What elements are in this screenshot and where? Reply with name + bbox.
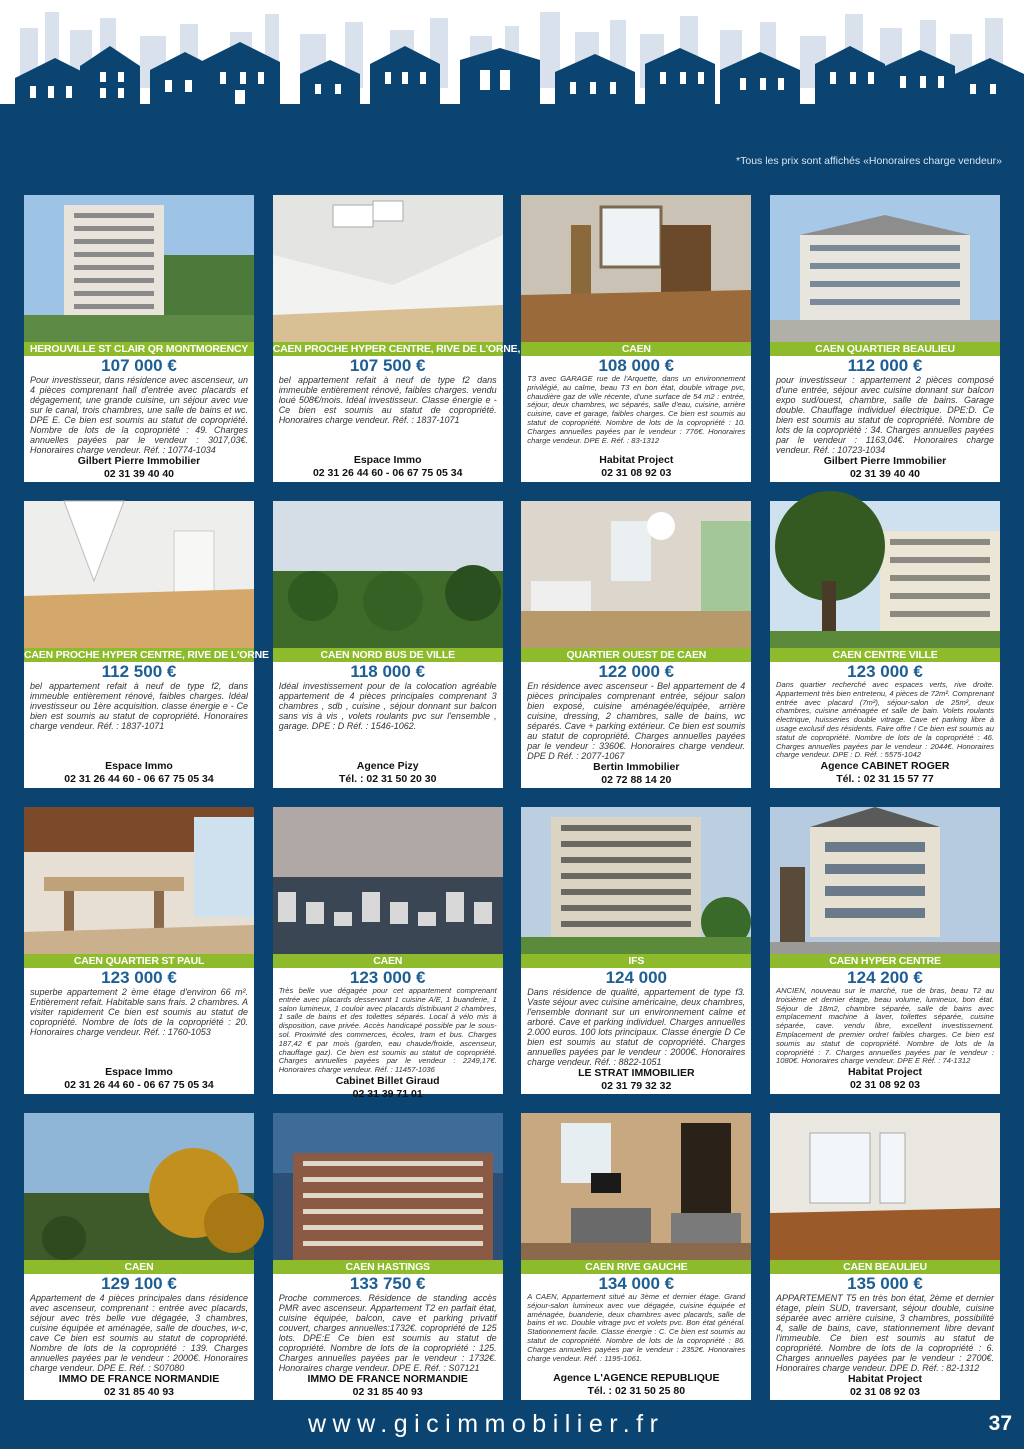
listing-location: HEROUVILLE ST CLAIR QR MONTMORENCY [24, 342, 254, 356]
tree-building-photo[interactable] [770, 501, 1000, 648]
listing-location: CAEN NORD BUS DE VILLE [273, 648, 503, 662]
agency-name: Espace Immo [353, 454, 422, 466]
listing-location: CAEN BEAULIEU [770, 1260, 1000, 1274]
agency-name: Gilbert Pierre Immobilier [823, 455, 947, 467]
listing-card[interactable] [273, 807, 503, 1100]
agency-name: Espace Immo [105, 760, 173, 772]
price-disclaimer: *Tous les prix sont affichés «Honoraires charge vendeur» [736, 155, 1002, 167]
listing-description: bel appartement refait à neuf de type f2 dans immeuble entièrement rénové, faibles charges. vendu loué 508€/mois. Idéal investisseur. Classe énergie e - Ce bien est soumis au statut de copropriété. Honoraires charge vendeur. Réf. : 1837-1071 [278, 375, 497, 425]
listing-price: 124 200 € [847, 968, 923, 987]
agency-phone[interactable]: 02 31 26 44 60 - 06 67 75 05 34 [312, 467, 463, 479]
agency-phone[interactable]: 02 31 08 92 03 [601, 467, 672, 479]
agency-phone[interactable]: Tél. : 02 31 15 57 77 [836, 773, 934, 786]
city-dusk-photo[interactable] [273, 807, 503, 954]
listing-card[interactable] [521, 807, 751, 1094]
listing-description: Dans résidence de qualité, appartement de type f3. Vaste séjour avec cuisine américaine, deux chambres, l'ensemble donnant sur un environnement calme et arboré. Cave et parking individuel. Charges annuelles 2.000 euros. 100 lots principaux. Classe énergie D Ce bien est soumis au statut de copropriété. Charges annuelles payées par le vendeur : 2000€. Honoraires charge vendeur. Réf. : 8822-1051 [527, 987, 746, 1067]
listing-description: Pour investisseur, dans résidence avec ascenseur, un 4 pièces comprenant hall d'entrée avec placards et dégagement, une grande cuisine, un séjour avec vue sur le canal, trois chambres, une salle de bains et wc. DPE E. Ce bien est soumis au statut de copropriété. Nombre de lots de la copropriété : 49. Charges annuelles payées par le vendeur : 3017,03€. Honoraires charge vendeur. Réf. : 10774-1034 [30, 375, 248, 455]
agency-phone[interactable]: 02 31 79 32 32 [601, 1080, 672, 1092]
agency-phone[interactable]: 02 31 08 92 03 [849, 1386, 921, 1398]
listing-card[interactable] [273, 501, 503, 788]
listing-description: APPARTEMENT T5 en très bon état, 2ème et dernier étage, plein SUD, traversant, séjour double, cuisine séparée avec arrière cuisine, 3 chambres, possibilité 4, salle de bains, cave, stationnement libre devant l'immeuble. Ce bien est soumis au statut de copropriété. Nombre de lots de la copropriété : 6. Charges annuelles payées par le vendeur : 2700€. Honoraires charge vendeur. DPE D. Réf. : 82-1312 [776, 1293, 994, 1373]
living-room-photo[interactable] [521, 195, 751, 342]
agency-name: Gilbert Pierre Immobilier [77, 455, 201, 467]
agency-phone[interactable]: 02 31 26 44 60 - 06 67 75 05 34 [64, 773, 214, 785]
agency-phone[interactable]: 02 31 26 44 60 - 06 67 75 05 34 [64, 1079, 214, 1091]
listing-card[interactable] [24, 501, 269, 788]
listing-location: CAEN HYPER CENTRE [770, 954, 1000, 968]
tower-block-photo[interactable] [521, 807, 751, 954]
listing-price: 123 000 € [847, 662, 923, 681]
listing-price: 134 000 € [598, 1274, 675, 1293]
listing-price: 123 000 € [349, 968, 426, 987]
residence-photo[interactable] [770, 195, 1000, 342]
parquet-room-photo[interactable] [770, 1113, 1000, 1260]
listing-price: 118 000 € [350, 662, 426, 681]
agency-name: Agence L'AGENCE REPUBLIQUE [553, 1372, 720, 1384]
listing-card[interactable] [770, 1113, 1000, 1400]
agency-name: Agence CABINET ROGER [820, 760, 950, 773]
website-url[interactable]: www.gicimmobilier.fr [308, 1410, 665, 1438]
listing-location: CAEN QUARTIER BEAULIEU [770, 342, 1000, 356]
listing-card[interactable] [24, 807, 254, 1094]
listing-location: CAEN [273, 954, 503, 968]
listing-card[interactable] [521, 501, 751, 788]
listing-card[interactable] [272, 195, 521, 482]
listing-card[interactable] [24, 195, 254, 482]
listing-card[interactable] [770, 501, 1000, 788]
listing-price: 107 500 € [349, 356, 426, 375]
listing-price: 124 000 [605, 968, 668, 987]
listing-card[interactable] [770, 807, 1000, 1094]
brick-building-photo[interactable] [273, 1113, 503, 1260]
listing-price: 133 750 € [349, 1274, 426, 1293]
listing-location: CAEN [24, 1260, 254, 1274]
park-view-photo[interactable] [273, 501, 503, 648]
agency-phone[interactable]: 02 31 85 40 93 [103, 1386, 175, 1398]
agency-name: LE STRAT IMMOBILIER [578, 1067, 695, 1079]
empty-room-photo[interactable] [24, 501, 254, 648]
agency-name: Bertin Immobilier [593, 761, 680, 773]
listing-description: bel appartement refait à neuf de type f2, dans immeuble entièrement rénové, faibles charges. Idéal investisseur ou 1ère acquisition. classe énergie e - Ce bien est soumis au statut de copropriété. Honoraires charge vendeur. Réf. : 1837-1071 [30, 681, 248, 731]
listing-description: superbe appartement 2 ème étage d'environ 66 m². Entièrement refait. Habitable sans frais. 2 chambres. A visiter rapidement Ce bien est soumis au statut de copropriété. Nombre de lots de la copropriété : 20. Honoraires charge vendeur. Réf. : 1760-1053 [30, 987, 248, 1037]
listing-card[interactable] [521, 1113, 751, 1400]
agency-phone[interactable]: 02 31 39 40 40 [103, 468, 175, 480]
listing-description: Proche commerces. Résidence de standing accès PMR avec ascenseur. Appartement T2 en parfait état, cuisine équipée, balcon, cave et parking privatif couvert, charges annuelles:1732€. copropriété de 125 lots. DPE:E Ce bien est soumis au statut de copropriété. Nombre de lots de la copropriété : 125. Charges annuelles payées par le vendeur : 1732€. Honoraires charge vendeur. DPE E. Réf. : S07121 [278, 1293, 497, 1373]
listing-location: IFS [521, 954, 751, 968]
listing-description: Idéal investissement pour de la colocation agréable appartement de 4 pièces principales comprenant 3 chambres , sdb , cuisine , séjour donnant sur balcon sans vis à vis , volets roulants pvc sur l'ensemble , garage. DPE : D Réf. : 1546-1062. [278, 681, 497, 731]
street-photo[interactable] [770, 807, 1000, 954]
agency-phone[interactable]: 02 31 39 40 40 [849, 468, 921, 480]
bright-living-photo[interactable] [521, 501, 751, 648]
skyline-banner [0, 0, 1024, 150]
sofa-room-photo[interactable] [521, 1113, 751, 1260]
listing-description: A CAEN, Appartement situé au 3ème et dernier étage. Grand séjour-salon lumineux avec vue dégagée, cuisine équipée et aménagée, buanderie, deux chambres avec placards, salle de bains et wc. Double vitrage pvc et volets pvc. Bon état général. Stationnement facile. Classe énergie : C. Ce bien est soumis au statut de copropriété. Nombre de lots de la copropriété : 86. Charges annuelles payées par le vendeur : 2352€. Honoraires charge vendeur. Réf. : 1195-1061. [527, 1292, 746, 1363]
building-photo[interactable] [24, 195, 254, 342]
listing-location: CAEN RIVE GAUCHE [521, 1260, 751, 1274]
listing-description: Appartement de 4 pièces principales dans résidence avec ascenseur, comprenant : entrée avec placards, séjour avec très belle vue dégagée, 3 chambres, cuisine équipée et aménagée, salle de douches, w-c, cave Ce bien est soumis au statut de copropriété. Nombre de lots de la copropriété : 139. Charges annuelles payées par le vendeur : 2000€. Honoraires charge vendeur. DPE E. Réf. : S07080 [30, 1293, 248, 1373]
listings-grid [24, 195, 1000, 1400]
agency-name: IMMO DE FRANCE NORMANDIE [58, 1373, 220, 1385]
listing-location: CAEN PROCHE HYPER CENTRE, RIVE DE L'ORNE, [272, 343, 521, 355]
listing-description: Très belle vue dégagée pour cet appartement comprenant entrée avec placards desservant 1 cuisine A/E, 1 buanderie, 1 salon lumineux, 1 couloir avec placards distribuant 2 chambres, 1 salle de bains et des toilettes séparés. Local à vélo mis à disposition, cave privée. Accès handicapé possible par le sous-sol. Proximité des commerces, écoles, tram et bus. Charges 187,42 € par mois (garden, eau chaude/froide, ascenseur, chauffage gaz). Ce bien est soumis au statut de copropriété. Charges annuelles payées par le vendeur : 2249,17€. Honoraires charge vendeur. Réf. : 11457-1036 [278, 986, 497, 1075]
agency-name: Cabinet Billet Giraud [335, 1074, 440, 1087]
agency-name: Agence Pizy [356, 760, 419, 772]
listing-description: pour investisseur : appartement 2 pièces composé d'une entrée, séjour avec cuisine donnant sur balcon expo sud/ouest, chambre, salle de bains. Garage double. Chauffage individuel électrique. DPE:D. Ce bien est soumis au statut de copropriété. Nombre de lots de la copropriété : 34. Charges annuelles payées par le vendeur : 1163,04€. Honoraires charge vendeur. Réf. : 10723-1034 [776, 375, 994, 455]
listing-location: CAEN CENTRE VILLE [770, 648, 1000, 662]
listing-price: 135 000 € [847, 1274, 923, 1293]
listing-location: CAEN PROCHE HYPER CENTRE, RIVE DE L'ORNE [24, 649, 269, 661]
agency-name: IMMO DE FRANCE NORMANDIE [307, 1373, 468, 1385]
agency-phone[interactable]: 02 31 08 92 03 [849, 1079, 921, 1092]
listing-description: ANCIEN, nouveau sur le marché, rue de bras, beau T2 au troisième et dernier étage, beau volume, lumineux, bon état. Séjour de 18m2, chambre séparée, salle de bains avec emplacement machine à laver, toilettes séparée, cuisine séparée, cave. vendu libre, excellent investissement. Emplacement de premier ordre! faibles charges. Ce bien est soumis au statut de copropriété. Nombre de lots de la copropriété : 7. Charges annuelles payées par le vendeur : 1080€. Honoraires charge vendeur. DPE E Réf. : 74-1312 [776, 986, 994, 1066]
agency-phone[interactable]: 02 72 88 14 20 [601, 774, 672, 786]
listing-price: 112 500 € [101, 662, 177, 681]
listing-location: CAEN QUARTIER ST PAUL [24, 954, 254, 968]
dining-room-photo[interactable] [24, 807, 254, 954]
listing-price: 112 000 € [847, 356, 923, 375]
listing-location: CAEN [521, 342, 751, 356]
listing-price: 107 000 € [101, 356, 177, 375]
agency-name: Habitat Project [599, 454, 674, 466]
autumn-view-photo[interactable] [24, 1113, 254, 1260]
listing-card[interactable] [521, 195, 751, 482]
page-number: 37 [988, 1412, 1012, 1435]
listing-location: QUARTIER OUEST DE CAEN [521, 648, 751, 662]
agency-phone[interactable]: 02 31 85 40 93 [352, 1386, 423, 1398]
agency-name: Habitat Project [847, 1373, 923, 1385]
agency-phone[interactable]: 02 31 39 71 01 [352, 1087, 423, 1100]
agency-name: Espace Immo [105, 1066, 173, 1078]
listing-description: Dans quartier recherché avec espaces verts, rive droite. Appartement très bien entretenu, 4 pièces de 72m². Comprenant entrée avec placard (7m²), séjour-salon de 25m², deux chambres, cuisine aménagée et salle de bain. Volets roulants électrique, huisseries double vitrage. Cave et parking libre à usage exclusif des résidents. Faire offre ! Ce bien est soumis au statut de copropriété. Nombre de lots de la copropriété : 46. Charges annuelles payées par le vendeur : 2044€. Honoraires charge vendeur. DPE : D. Réf. : 5575-1042 [776, 680, 994, 760]
listing-description: En résidence avec ascenseur - Bel appartement de 4 pièces principales comprenant entrée, séjour salon bien exposé, cuisine aménagée/équipée, arrière cuisine, dressing, 2 chambres, salle de bains, wc séparés. Cave + parking extérieur. Ce bien est soumis au statut de copropriété. Charges annuelles payées par le vendeur : 3360€. Honoraires charge vendeur. DPE D Réf. : 2077-1067 [527, 681, 746, 761]
listing-description: T3 avec GARAGE rue de l'Arquette, dans un environnement privilégié, au calme, beau T3 en bon état, double vitrage pvc, chaudière gaz de ville récente, d'une surface de 54 m2 : entrée, séjour, deux chambres, wc séparés, salle d'eau, cuisine, arrière cuisine, cave et garage, faibles charges. Ce bien est soumis au statut de copropriété. Nombre de lots de la copropriété : 10. Charges annuelles payées par le vendeur : 776€. Honoraires charge vendeur. DPE E. Réf. : 83-1312 [527, 374, 746, 445]
listing-card[interactable] [273, 1113, 503, 1400]
listing-card[interactable] [770, 195, 1000, 482]
agency-phone[interactable]: Tél. : 02 31 50 20 30 [338, 773, 437, 785]
agency-phone[interactable]: Tél. : 02 31 50 25 80 [587, 1385, 686, 1397]
agency-name: Habitat Project [847, 1066, 923, 1079]
attic-room-photo[interactable] [273, 195, 503, 342]
listing-price: 122 000 € [598, 662, 675, 681]
listing-location: CAEN HASTINGS [273, 1260, 503, 1274]
listing-card[interactable] [24, 1113, 254, 1400]
listing-price: 129 100 € [101, 1274, 177, 1293]
listing-price: 123 000 € [101, 968, 177, 987]
listing-price: 108 000 € [598, 356, 675, 375]
